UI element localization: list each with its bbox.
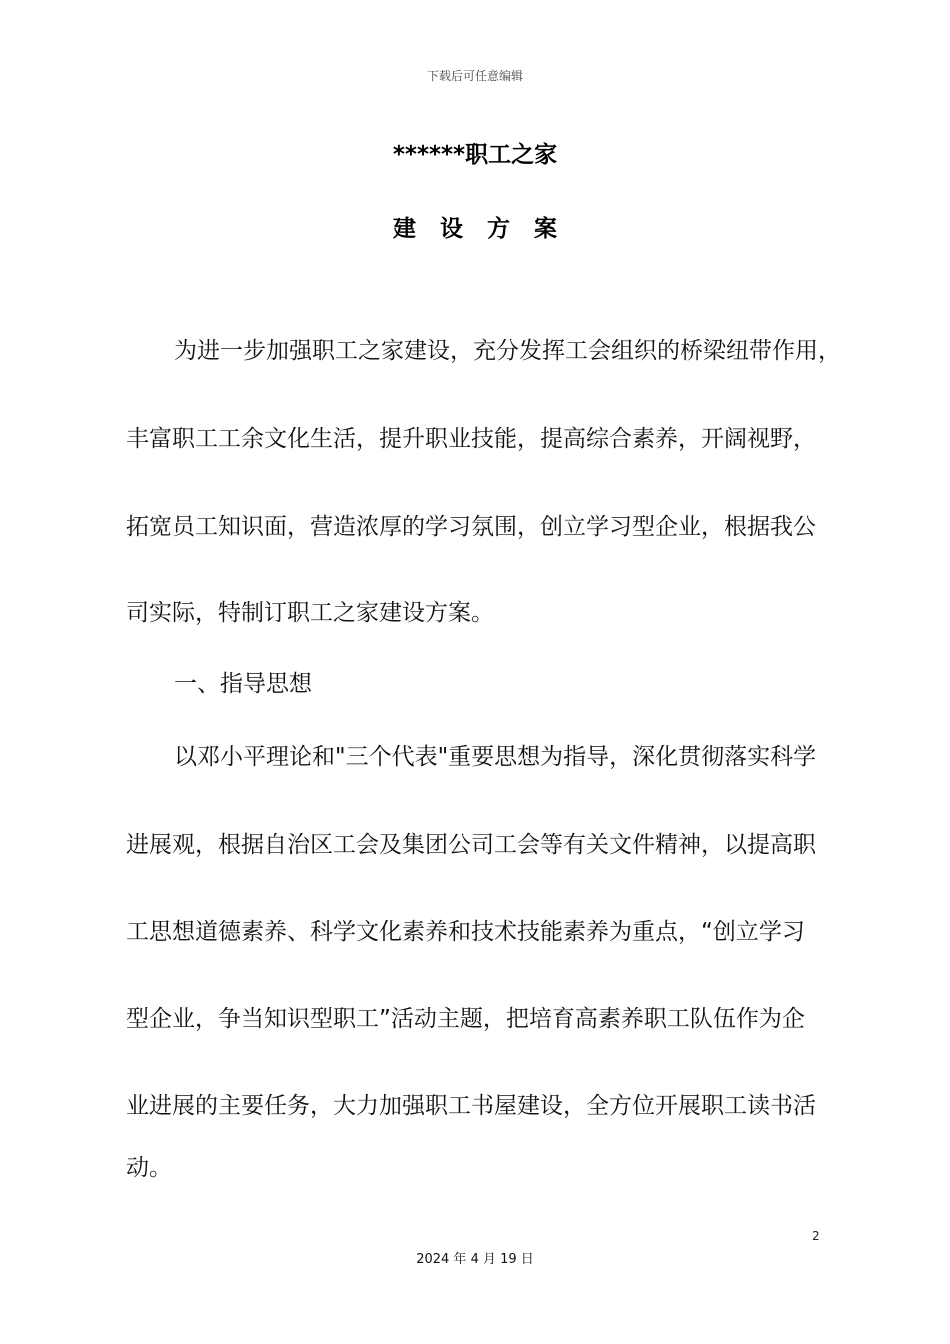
paragraph-line: 型企业，争当知识型职工”活动主题，把培育高素养职工队伍作为企 [126,1006,805,1032]
page-number: 2 [812,1229,820,1243]
footer-date: 2024 年 4 月 19 日 [416,1252,534,1267]
document-title: ******职工之家 [392,142,558,168]
section-heading: 一、指导思想 [174,671,312,697]
document-subtitle: 建 设 方 案 [392,216,566,242]
header-note: 下载后可任意编辑 [426,69,523,83]
paragraph-line: 以邓小平理论和"三个代表"重要思想为指导，深化贯彻落实科学 [174,744,817,770]
paragraph-line: 司实际，特制订职工之家建设方案。 [126,600,494,626]
paragraph-line: 工思想道德素养、科学文化素养和技术技能素养为重点，“创立学习 [126,919,805,945]
paragraph-line: 丰富职工工余文化生活，提升职业技能，提高综合素养，开阔视野， [126,426,816,452]
paragraph-line: 动。 [126,1155,172,1181]
paragraph-line: 拓宽员工知识面，营造浓厚的学习氛围，创立学习型企业，根据我公 [126,514,816,540]
paragraph-line: 为进一步加强职工之家建设，充分发挥工会组织的桥梁纽带作用， [174,338,841,364]
paragraph-line: 业进展的主要任务，大力加强职工书屋建设，全方位开展职工读书活 [126,1093,816,1119]
paragraph-line: 进展观，根据自治区工会及集团公司工会等有关文件精神，以提高职 [126,832,816,858]
